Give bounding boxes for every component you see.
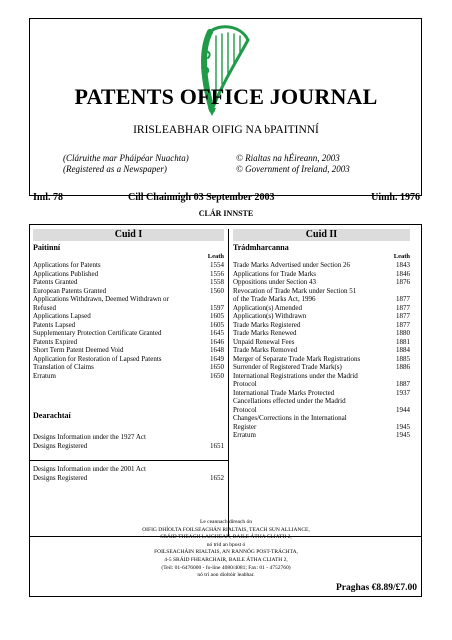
contents-entry [233,287,410,296]
entry-page: 1884 [396,346,410,354]
entry-page: 1554 [210,261,224,269]
entry-title: Translation of Claims [33,363,94,371]
entry-page: 1944 [396,405,410,414]
entry-title: European Patents Granted [33,286,107,295]
contents-entry [33,329,224,338]
contents-entry [33,363,224,372]
part-one-heading: Cuid I [33,229,224,241]
entry-title: Application for Restoration of Lapsed Patents [33,354,162,363]
entry-title: Erratum [233,431,256,439]
entry-page: 1880 [396,329,410,337]
contents-entry [233,278,410,287]
page-column-label: Leath [393,253,410,260]
entry-page: 1558 [210,278,224,286]
entry-page: 1605 [210,320,224,329]
entry-page: 1597 [210,303,224,312]
contents-entry [33,338,224,347]
contents-entry [233,406,410,415]
contents-entry [233,312,410,321]
entry-title: Protocol [233,405,257,414]
entry-title: Surrender of Registered Trade Mark(s) [233,363,342,371]
entry-title: Trade Marks Renewed [233,329,297,337]
contents-entry [33,465,224,474]
contents-entry [33,261,224,270]
entry-page: 1877 [396,295,410,303]
contents-entry [233,363,410,372]
journal-subtitle: IRISLEABHAR OIFIG NA bPAITINNÍ [133,124,319,136]
issue-line [33,192,420,206]
entry-title: Application(s) Amended [233,303,303,312]
entry-page: 1945 [396,422,410,431]
part-two-heading: Cuid II [233,229,410,241]
contents-entry [233,380,410,389]
entry-page: 1885 [396,354,410,363]
entry-title: Designs Registered [33,473,88,482]
entry-title: Applications Published [33,269,99,278]
patents-heading: Paitinní [33,243,61,252]
entry-title: of the Trade Marks Act, 1996 [233,295,316,303]
entry-title: Designs Information under the 1927 Act [33,433,146,441]
entry-title: International Registrations under the Madrid [233,371,358,380]
copyright-note: © Rialtas na hÉireann, 2003 © Government of Ireland, 2003 [236,153,350,174]
contents-entry [33,278,224,287]
publisher-info: Le ceannach díreach ón OIFIG DHÍOLTA FOILSEACHÁN RIALTAIS, TEACH SUN ALLIANCE, SRÁID THEACH LAIGHEAN, BAILE ÁTHA CLIATH 2, nó tríd an bpost ó FOILSEACHÁIN RIALTAIS, AN RANNÓG POST-TRÁCHTA, 4-5 SRÁID FHEARCHAIR, BAILE ÁTHA CLIATH 2, (Teil: 01-6476000 - fo-líne 4080/4081; Fax: 01 - 4752760) nó trí aon díoltóir leabhar. [142,519,310,579]
registration-note: (Cláruithe mar Pháipéar Nuachta) (Registered as a Newspaper) [63,153,189,174]
entry-title: Designs Information under the 2001 Act [33,465,146,473]
entry-title: Trade Marks Removed [233,346,298,354]
designs-2001-list [33,465,224,482]
entry-title: Changes/Corrections in the International [233,414,347,422]
contents-entry [233,346,410,355]
contents-entry [233,338,410,347]
entry-page: 1645 [210,329,224,337]
contents-entry [233,389,410,398]
designs-heading: Dearachtaí [33,411,71,420]
entry-page: 1881 [396,337,410,346]
contents-entry [233,397,410,406]
contents-entry [233,431,410,440]
contents-entry [233,372,410,381]
entry-page: 1877 [396,320,410,329]
entry-page: 1648 [210,346,224,354]
entry-title: International Trade Marks Protected [233,388,335,397]
part-one-column [33,229,224,482]
contents-entry [33,346,224,355]
patents-list [33,261,224,380]
entry-page: 1650 [210,363,224,371]
entry-title: Trade Marks Registered [233,320,301,329]
entry-title: Merger of Separate Trade Mark Registrations [233,354,361,363]
contents-entry [33,442,224,451]
entry-page: 1937 [396,388,410,397]
contents-entry [233,414,410,423]
entry-page: 1605 [210,312,224,320]
entry-page: 1651 [210,441,224,450]
issue-date: Cill Chainnigh 03 September 2003 [128,192,275,203]
entry-title: Register [233,422,257,431]
part-two-column [233,229,410,440]
entry-title: Patents Granted [33,278,78,286]
contents-entry [33,474,224,483]
entry-title: Supplementary Protection Certificate Granted [33,329,162,337]
entry-page: 1877 [396,303,410,312]
entry-page: 1877 [396,312,410,320]
trade-marks-heading: Trádmharcanna [233,243,289,252]
contents-entry [33,270,224,279]
entry-title: Applications for Patents [33,261,101,269]
contents-entry [33,287,224,296]
entry-title: Application(s) Withdrawn [233,312,307,320]
issue-number: Uimh. 1976 [371,192,420,203]
entry-title: Designs Registered [33,441,88,450]
entry-title: Applications Withdrawn, Deemed Withdrawn or [33,295,169,303]
contents-entry [233,270,410,279]
entry-title: Patents Expired [33,337,78,346]
contents-entry [233,355,410,364]
contents-entry [33,304,224,313]
entry-title: Unpaid Renewal Fees [233,337,295,346]
contents-entry [233,423,410,432]
entry-page: 1876 [396,278,410,286]
designs-divider [29,460,228,461]
entry-page: 1560 [210,286,224,295]
contents-entry [233,261,410,270]
entry-title: Trade Marks Advertised under Section 26 [233,261,350,269]
contents-entry [233,295,410,304]
entry-title: Revocation of Trade Mark under Section 51 [233,286,357,295]
entry-title: Oppositions under Section 43 [233,278,317,286]
entry-page: 1556 [210,269,224,278]
entry-page: 1843 [396,261,410,269]
entry-title: Erratum [33,371,56,380]
entry-title: Refused [33,303,56,312]
entry-page: 1886 [396,363,410,371]
journal-title: PATENTS OFFICE JOURNAL [74,84,378,109]
page-column-label: Leath [207,253,224,260]
entry-title: Patents Lapsed [33,320,76,329]
entry-title: Cancellations effected under the Madrid [233,397,346,405]
price-label: Praghas €8.89/£7.00 [335,583,417,593]
contents-entry [33,321,224,330]
contents-entry [233,304,410,313]
entry-page: 1649 [210,354,224,363]
contents-entry [33,372,224,381]
contents-entry [33,355,224,364]
volume-number: Iml. 78 [33,192,63,203]
contents-entry [233,321,410,330]
entry-title: Short Term Patent Deemed Void [33,346,124,354]
entry-page: 1846 [396,269,410,278]
entry-title: Applications Lapsed [33,312,91,320]
entry-page: 1652 [210,473,224,482]
column-divider [228,229,229,536]
entry-title: Protocol [233,380,257,388]
trade-marks-list [233,261,410,440]
entry-page: 1646 [210,337,224,346]
contents-entry [33,433,224,442]
designs-1927-list [33,433,224,450]
contents-entry [33,295,224,304]
entry-page: 1650 [210,371,224,380]
entry-page: 1945 [396,431,410,439]
entry-title: Applications for Trade Marks [233,269,317,278]
contents-title: CLÁR INNSTE [198,209,254,218]
contents-entry [233,329,410,338]
entry-page: 1887 [396,380,410,388]
contents-entry [33,312,224,321]
